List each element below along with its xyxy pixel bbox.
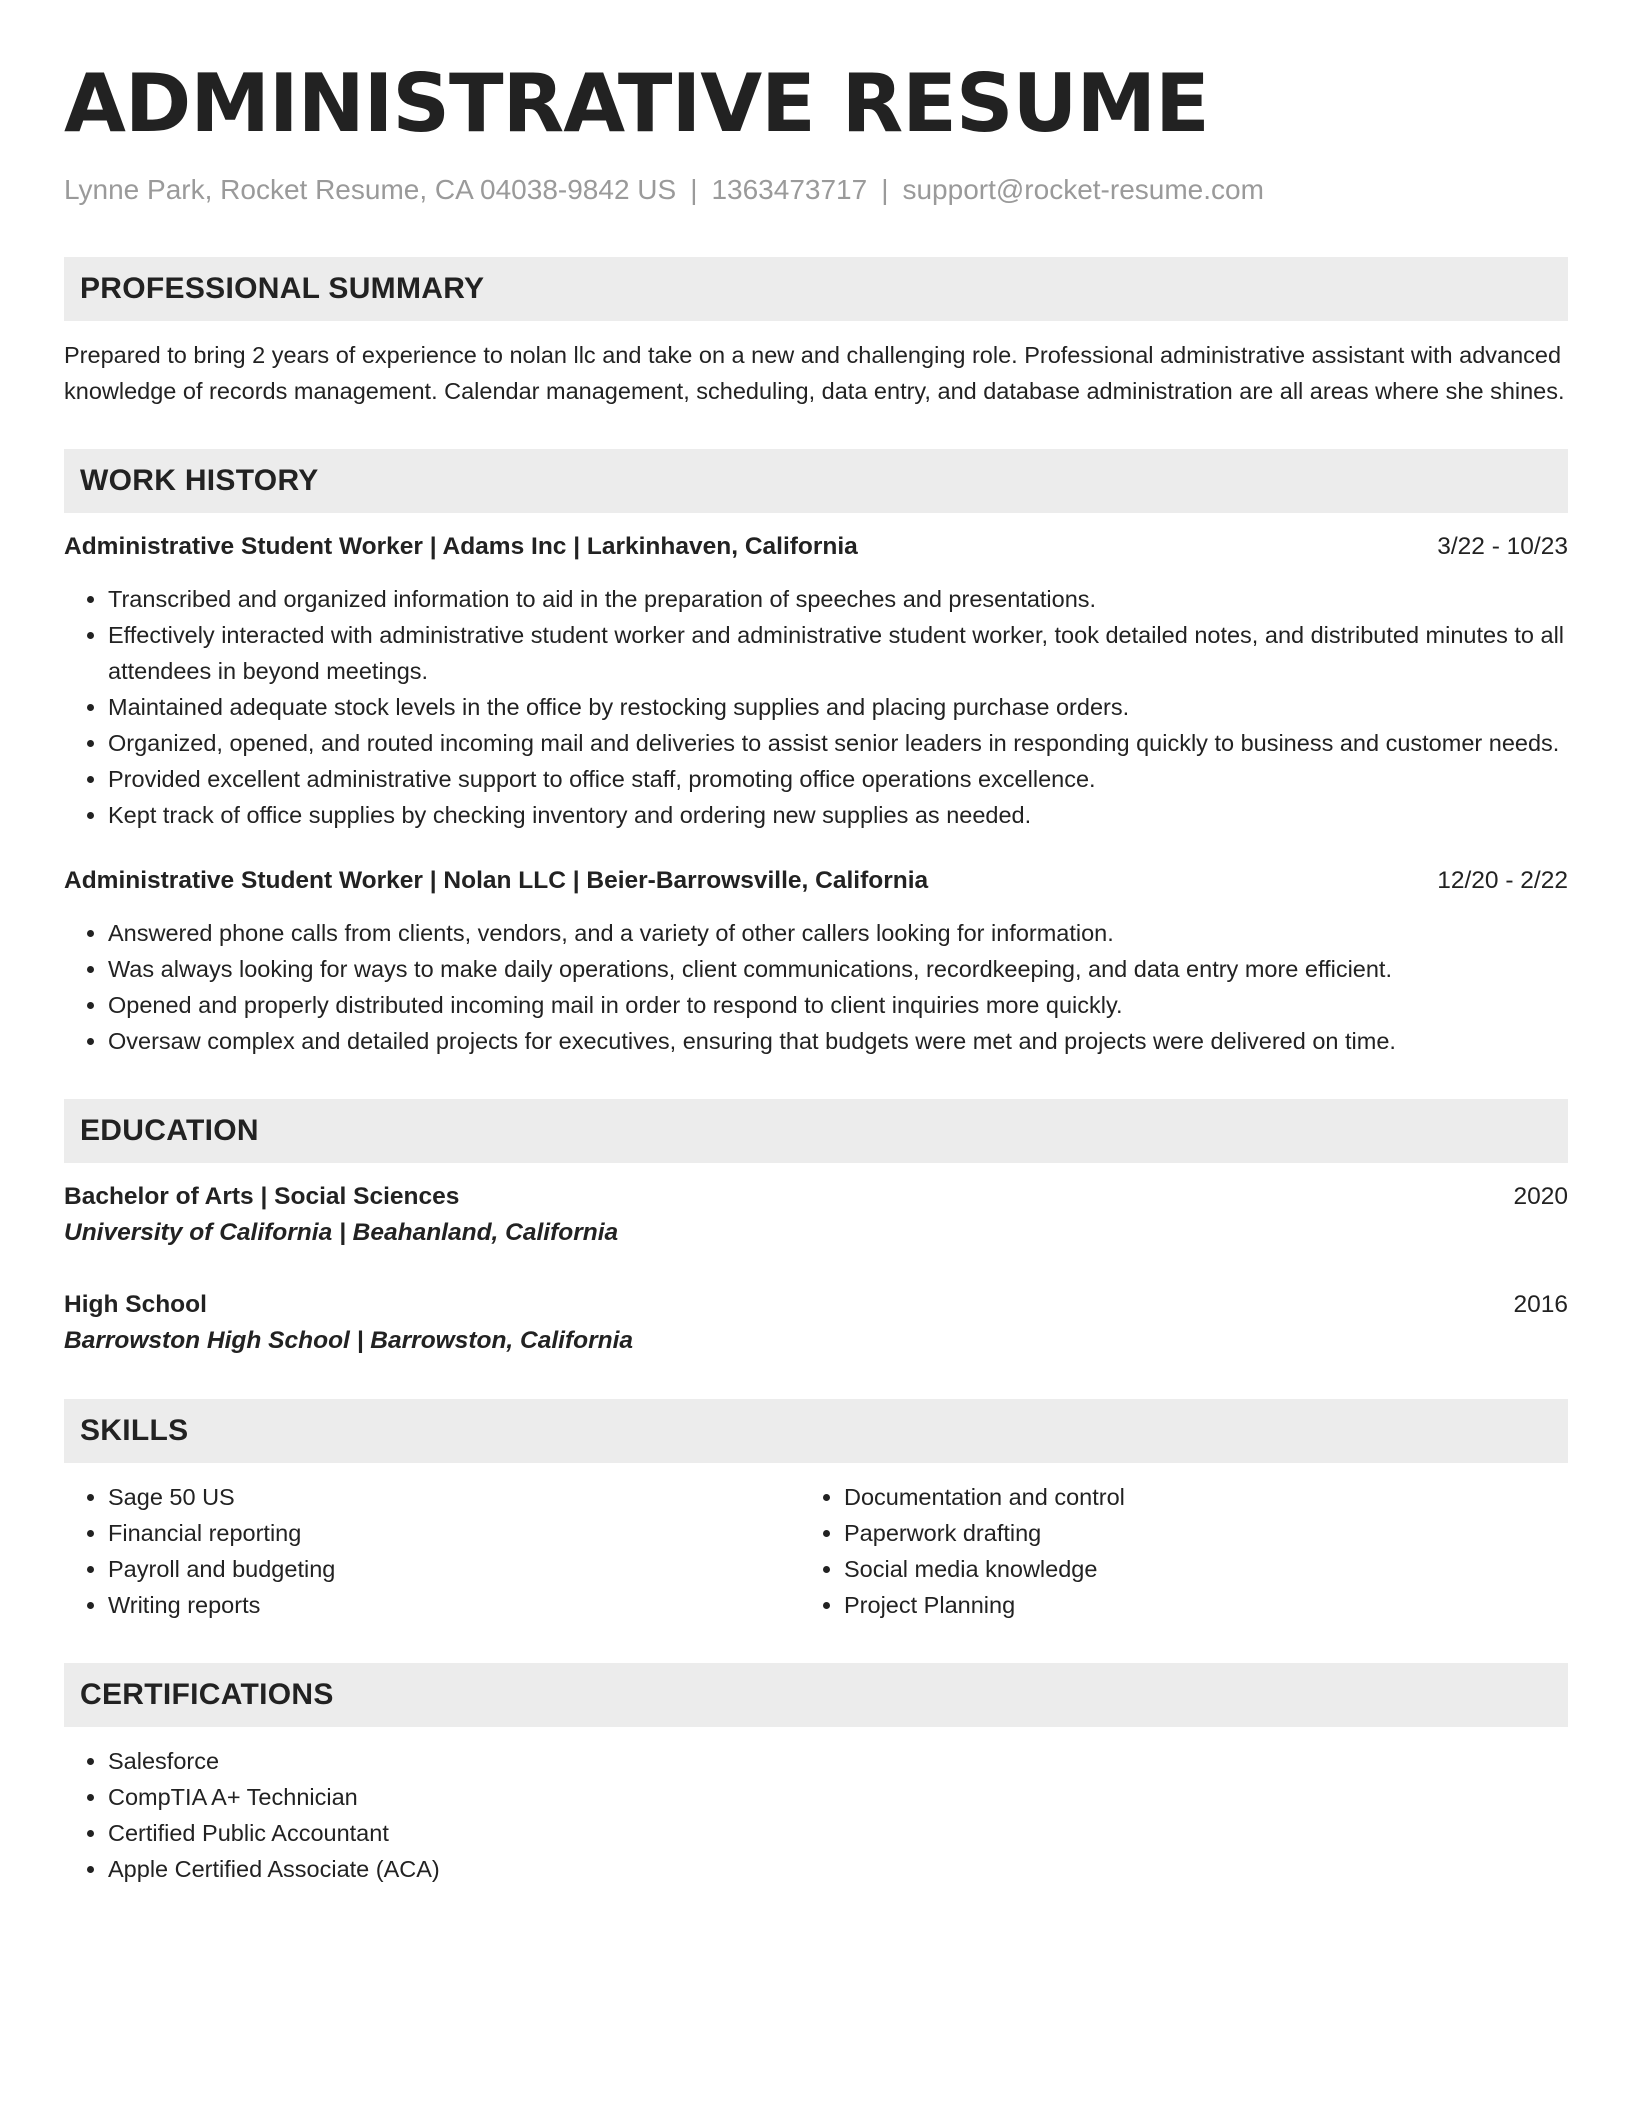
resume-title: ADMINISTRATIVE RESUME	[64, 57, 1209, 150]
job-title: Administrative Student Worker | Adams Inc | Larkinhaven, California	[64, 533, 858, 560]
education-year: 2016	[1513, 1291, 1568, 1318]
skills-list-left	[64, 1479, 800, 1623]
job-bullet: • Oversaw complex and detailed projects for executives, ensuring that budgets were met and projects were delivered on time.	[108, 1023, 1568, 1059]
job-header	[64, 529, 1568, 565]
job-bullet-list	[64, 581, 1568, 833]
certification-item: • CompTIA A+ Technician	[108, 1779, 1568, 1815]
skills-grid	[64, 1479, 1568, 1623]
job-entry	[64, 863, 1568, 1059]
skill-item: • Paperwork drafting	[844, 1515, 1568, 1551]
job-title: Administrative Student Worker | Nolan LLC | Beier-Barrowsville, California	[64, 867, 929, 894]
education-school: University of California | Beahanland, California	[64, 1219, 619, 1246]
skill-item: • Financial reporting	[108, 1515, 800, 1551]
education-entry	[64, 1179, 1568, 1251]
job-entry	[64, 529, 1568, 833]
education-degree: Bachelor of Arts | Social Sciences	[64, 1183, 460, 1210]
certification-item: • Apple Certified Associate (ACA)	[108, 1851, 1568, 1887]
job-bullet: • Provided excellent administrative support to office staff, promoting office operations excellence.	[108, 761, 1568, 797]
education-school: Barrowston High School | Barrowston, California	[64, 1327, 634, 1354]
job-bullet: • Opened and properly distributed incoming mail in order to respond to client inquiries more quickly.	[108, 987, 1568, 1023]
job-bullet: • Transcribed and organized information to aid in the preparation of speeches and presentations.	[108, 581, 1568, 617]
job-bullet: • Effectively interacted with administrative student worker and administrative student worker, took detailed notes, and distributed minutes to all attendees in beyond meetings.	[108, 617, 1568, 689]
certification-item: • Salesforce	[108, 1743, 1568, 1779]
job-dates: 3/22 - 10/23	[1437, 533, 1568, 560]
education-header	[64, 1287, 1568, 1323]
certification-list	[64, 1743, 1568, 1887]
contact-line	[64, 172, 1568, 208]
summary-text: Prepared to bring 2 years of experience to nolan llc and take on a new and challenging role. Professional administrative assistant with advanced knowledge of records management. Calendar management, scheduling, data entry, and database administration are all areas where she shines.	[64, 342, 1565, 404]
certification-item: • Certified Public Accountant	[108, 1815, 1568, 1851]
job-bullet: • Maintained adequate stock levels in the office by restocking supplies and placing purchase orders.	[108, 689, 1568, 725]
skill-item: • Project Planning	[844, 1587, 1568, 1623]
job-bullet-list	[64, 915, 1568, 1059]
contact-address: Lynne Park, Rocket Resume, CA 04038-9842 US	[64, 174, 677, 205]
job-header	[64, 863, 1568, 899]
skill-item: • Sage 50 US	[108, 1479, 800, 1515]
education-entry	[64, 1287, 1568, 1359]
section-header-summary: PROFESSIONAL SUMMARY	[64, 257, 1568, 321]
section-header-work-history: WORK HISTORY	[64, 449, 1568, 513]
skill-item: • Documentation and control	[844, 1479, 1568, 1515]
section-header-skills: SKILLS	[64, 1399, 1568, 1463]
skill-item: • Payroll and budgeting	[108, 1551, 800, 1587]
job-bullet: • Was always looking for ways to make daily operations, client communications, recordkeeping, and data entry more efficient.	[108, 951, 1568, 987]
contact-separator: |	[881, 174, 889, 205]
contact-separator: |	[690, 174, 698, 205]
skills-list-right	[800, 1479, 1568, 1623]
contact-email: support@rocket-resume.com	[902, 174, 1264, 205]
contact-phone: 1363473717	[711, 174, 868, 205]
skill-item: • Writing reports	[108, 1587, 800, 1623]
job-bullet: • Kept track of office supplies by checking inventory and ordering new supplies as needed.	[108, 797, 1568, 833]
section-header-certifications: CERTIFICATIONS	[64, 1663, 1568, 1727]
skill-item: • Social media knowledge	[844, 1551, 1568, 1587]
education-header	[64, 1179, 1568, 1215]
job-bullet: • Answered phone calls from clients, vendors, and a variety of other callers looking for information.	[108, 915, 1568, 951]
job-bullet: • Organized, opened, and routed incoming mail and deliveries to assist senior leaders in responding quickly to business and customer needs.	[108, 725, 1568, 761]
job-dates: 12/20 - 2/22	[1437, 867, 1568, 894]
education-year: 2020	[1513, 1183, 1568, 1210]
education-degree: High School	[64, 1291, 207, 1318]
section-header-education: EDUCATION	[64, 1099, 1568, 1163]
